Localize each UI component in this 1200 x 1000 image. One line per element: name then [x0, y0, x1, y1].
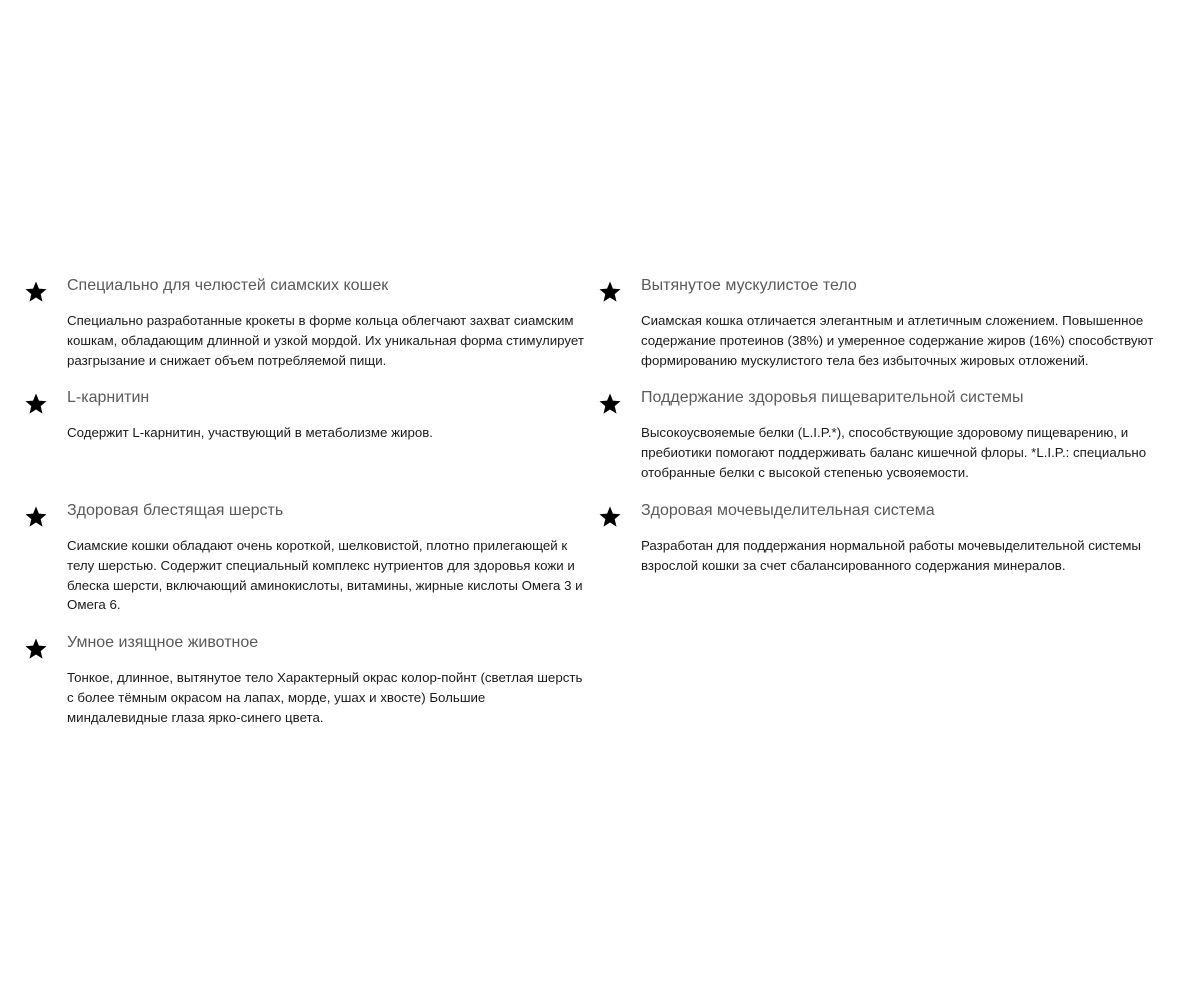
star-icon — [24, 505, 48, 529]
feature-title: Специально для челюстей сиамских кошек — [67, 277, 389, 294]
star-icon — [24, 637, 48, 661]
star-icon — [24, 392, 48, 416]
star-icon — [24, 280, 48, 304]
feature-description: Тонкое, длинное, вытянутое тело Характерный окрас колор-пойнт (светлая шерсть с более тёмным окрасом на лапах, морде, ушах и хвосте) Большие миндалевидные глаза ярко-синего цвета. — [67, 670, 583, 725]
feature-description: Специально разработанные крокеты в форме кольца облегчают захват сиамским кошкам, обладающим длинной и узкой мордой. Их уникальная форма стимулирует разгрызание и снижает объем потребляемой пищи. — [67, 313, 584, 368]
star-icon — [598, 505, 622, 529]
feature-title: Здоровая мочевыделительная система — [641, 502, 935, 519]
feature-description: Высокоусвояемые белки (L.I.P.*), способствующие здоровому пищеварению, и пребиотики помогают поддерживать баланс кишечной флоры. *L.I.P.: специально отобранные белки с высокой степенью усвояемости. — [641, 425, 1147, 480]
feature-title: Здоровая блестящая шерсть — [67, 502, 284, 519]
star-icon — [598, 280, 622, 304]
feature-description: Содержит L-карнитин, участвующий в метаболизме жиров. — [67, 425, 433, 440]
feature-description: Сиамская кошка отличается элегантным и атлетичным сложением. Повышенное содержание протеинов (38%) и умеренное содержание жиров (16%) способствуют формированию мускулистого тела без избыточных жировых отложений. — [641, 313, 1154, 368]
star-icon — [598, 392, 622, 416]
feature-title: Умное изящное животное — [67, 634, 259, 651]
feature-title: Поддержание здоровья пищеварительной системы — [641, 389, 1024, 406]
feature-title: L-карнитин — [67, 389, 150, 406]
features-section — [0, 272, 1200, 752]
feature-description: Сиамские кошки обладают очень короткой, шелковистой, плотно прилегающей к телу шерстью. Содержит специальный комплекс нутриентов для здоровья кожи и блеска шерсти, включающий аминокислоты, витамины, жирные кислоты Омега 3 и Омега 6. — [67, 538, 583, 613]
feature-title: Вытянутое мускулистое тело — [641, 277, 857, 294]
feature-description: Разработан для поддержания нормальной работы мочевыделительной системы взрослой кошки за счет сбалансированного содержания минералов. — [641, 538, 1141, 573]
